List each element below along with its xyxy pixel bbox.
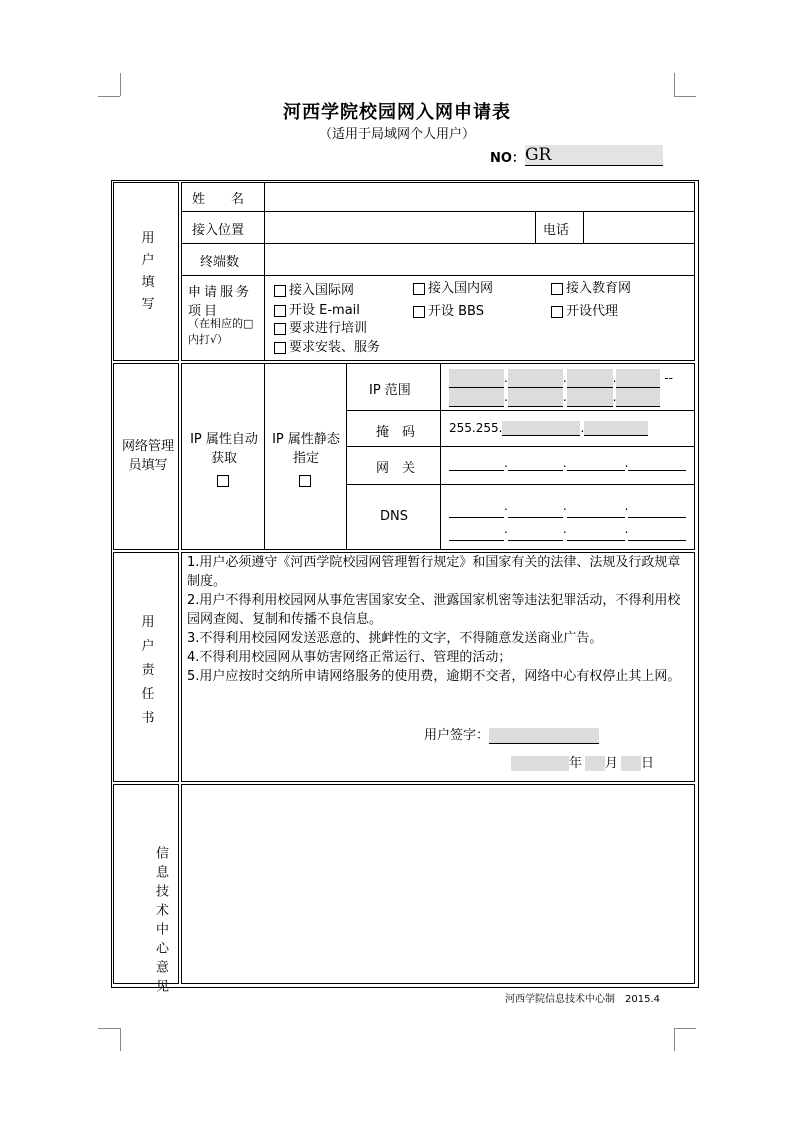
service-intl[interactable]: 接入国际网 [274,279,354,298]
signature-field[interactable] [489,728,599,744]
month-label: 月 [605,756,619,771]
crop-mark [98,1028,120,1029]
service-domestic[interactable]: 接入国内网 [413,277,493,296]
service-email[interactable]: 开设 E-mail [274,299,360,318]
admin-section-label: 网络管理员填写 [121,439,174,473]
location-label: 接入位置 [192,223,245,238]
service-install[interactable]: 要求安装、服务 [274,336,380,355]
day-label: 日 [641,756,655,771]
opinion-label: 信息技术中心意见 [153,846,168,998]
crop-mark [98,96,120,97]
ip-auto-label: IP 属性自动获取 [190,432,258,466]
responsibility-label: 用户责任书 [141,615,155,726]
serial-number-label: NO： [490,151,525,166]
responsibility-item: 4.不得利用校园网从事妨害网络正常运行、管理的活动； [187,650,512,665]
service-edu[interactable]: 接入教育网 [551,277,631,296]
name-input[interactable] [268,186,688,208]
checkbox[interactable] [551,306,563,318]
form-subtitle: （适用于局域网个人用户） [318,127,475,142]
service-training[interactable]: 要求进行培训 [274,317,367,336]
responsibility-item: 2.用户不得利用校园网从事危害国家安全、泄露国家机密等违法犯罪活动，不得利用校园网查阅、复制和传播不良信息。 [187,593,681,627]
year-label: 年 [569,756,583,771]
crop-mark [674,96,696,97]
mask-fields[interactable]: 255.255. . [449,421,648,436]
responsibility-item: 1.用户必须遵守《河西学院校园网管理暂行规定》和国家有关的法律、法规及行政规章制度。 [187,555,681,589]
serial-number-field[interactable] [525,145,663,166]
serial-prefix: GR [524,145,552,165]
dns-fields[interactable]: . . . . . . [449,495,686,541]
checkbox[interactable] [413,306,425,318]
terminals-label: 终端数 [200,255,240,270]
month-field[interactable] [585,756,605,771]
ip-static-checkbox[interactable] [299,470,314,489]
ip-range-fields[interactable]: . . . -- . . . [449,369,689,407]
ip-range-label: IP 范围 [369,383,411,398]
footer-text: 河西学院信息技术中心制 2015.4 [505,994,660,1005]
signature-label: 用户签字： [424,728,490,743]
phone-label: 电话 [543,223,570,238]
location-input[interactable] [268,215,530,239]
service-bbs[interactable]: 开设 BBS [413,300,484,319]
gateway-label: 网 关 [376,461,416,476]
ip-auto-checkbox[interactable] [217,470,232,489]
mask-prefix: 255.255. [449,421,503,435]
opinion-body[interactable] [181,784,695,984]
responsibility-item: 3.不得利用校园网发送恶意的、挑衅性的文字，不得随意发送商业广告。 [187,631,603,646]
checkbox[interactable] [274,305,286,317]
checkbox[interactable] [274,323,286,335]
crop-mark [120,73,121,96]
mask-label: 掩 码 [376,425,416,440]
checkbox[interactable] [413,283,425,295]
service-hint: （在相应的□内打√） [188,317,254,346]
checkbox[interactable] [551,283,563,295]
terminals-input[interactable] [268,247,688,271]
crop-mark [674,73,675,96]
crop-mark [120,1028,121,1051]
serial-number [490,145,663,166]
responsibility-item: 5.用户应按时交纳所申请网络服务的使用费，逾期不交者，网络中心有权停止其上网。 [187,669,681,684]
date-row [511,752,654,771]
dns-label: DNS [380,509,408,524]
signature-row [424,724,599,744]
checkbox[interactable] [274,285,286,297]
service-label: 申请服务项目 [188,285,253,319]
year-field[interactable] [511,756,569,771]
checkbox[interactable] [274,342,286,354]
day-field[interactable] [621,756,641,771]
responsibility-list [187,553,691,686]
phone-input[interactable] [588,215,688,239]
crop-mark [674,1028,696,1029]
crop-mark [674,1028,675,1051]
ip-static-label: IP 属性静态指定 [272,432,340,466]
name-label: 姓 名 [192,192,245,207]
form-title: 河西学院校园网入网申请表 [283,102,511,123]
service-proxy[interactable]: 开设代理 [551,300,618,319]
user-section-label: 用户填写 [141,231,155,312]
gateway-fields[interactable]: . . . [449,456,686,471]
